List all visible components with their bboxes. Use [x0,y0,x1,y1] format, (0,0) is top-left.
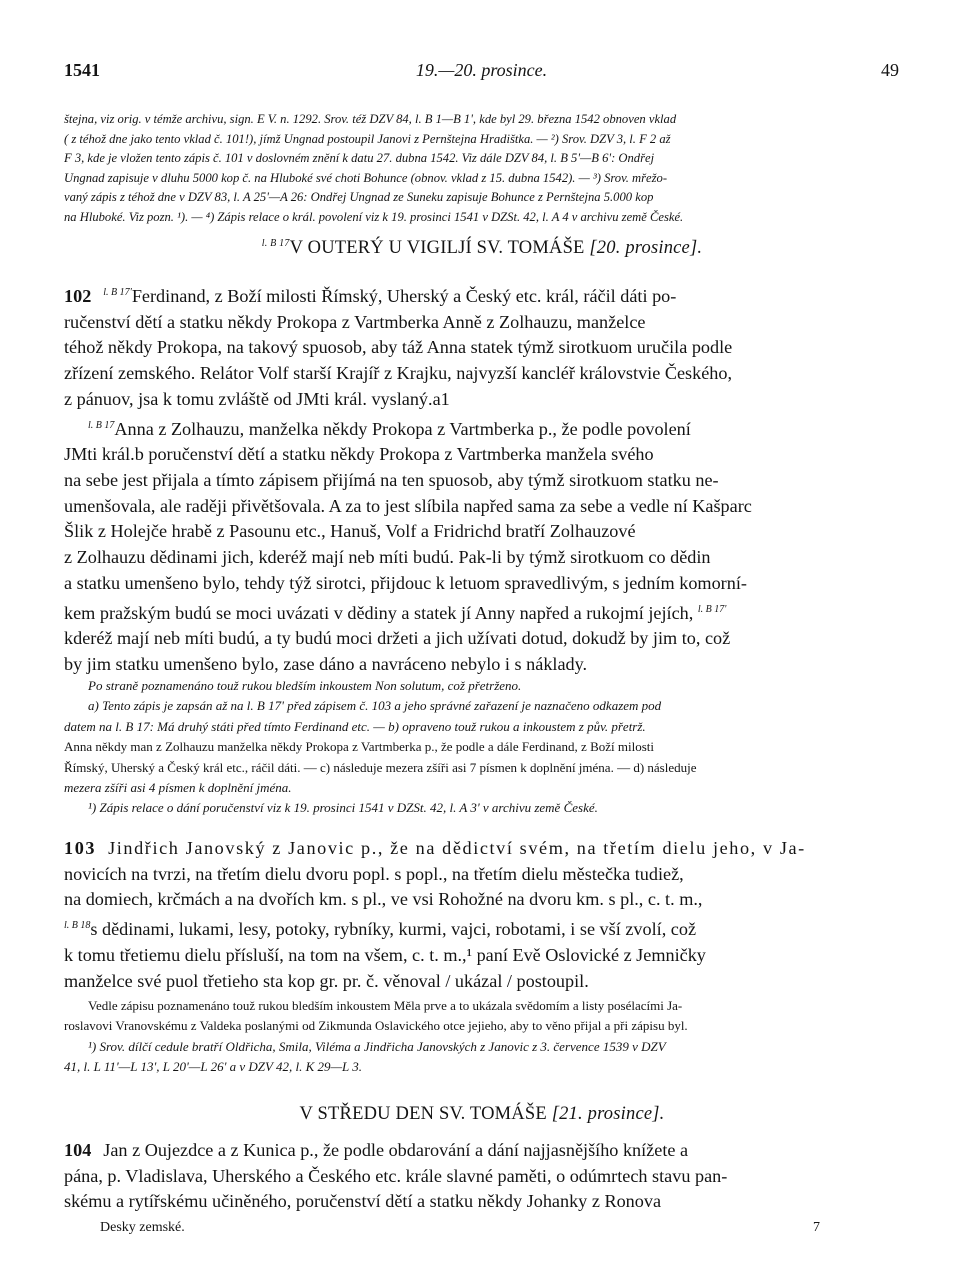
entry-number: 103 [64,838,97,858]
entry-line: kderéž mají neb míti budú, a ty budú moci držeti a jich užívati dotud, dokudž by jim to, což [64,628,731,649]
entry-line: umenšovala, ale raději přivětšovala. A za to jest slíbila napřed sama za sebe a vedle ní Kašparc [64,495,752,516]
page-footer [100,1220,820,1242]
entry-line: JMti král.b poručenství dětí a statku někdy Prokopa z Vartmberka manžela svého [64,444,654,465]
entry-line: Šlik z Holejče hrabě z Pasounu etc., Hanuš, Volf a Fridrichd bratří Zolhauzové [64,521,636,542]
section-heading-21-december [64,1104,900,1125]
folio-reference: l. B 17 [88,419,115,431]
entry-number: 102 [64,286,92,307]
note-line: datem na l. B 17: Má druhý státi před tímto Ferdinand etc. — b) opraveno touž rukou a inkoustem z pův. přetrž. [64,718,646,734]
note-line: Anna někdy man z Zolhauzu manželka někdy Prokopa z Vartmberka p., že podle a dále Ferdinand, z Boží milosti [64,739,654,755]
entry-line: ručenství dětí a statku někdy Prokopa z Vartmberka Anně z Zolhauzu, manželce [64,311,646,332]
entry-text: kem pražským budú se moci uvázati v dědiny a statek jí Anny napřed a rukojmí jejích, [64,602,694,623]
note-line: Po straně poznamenáno touž rukou bledším inkoustem Non solutum, což přetrženo. [88,678,522,693]
note-line: 41, l. L 11'—L 13', L 20'—L 26' a v DZV 42, l. K 29—L 3. [64,1059,363,1075]
folio-reference: l. B 17' [697,603,727,615]
entry-line [64,836,900,862]
folio-reference: l. B 18 [64,920,91,932]
heading-text: V OUTERÝ U VIGILJÍ SV. TOMÁŠE [289,238,590,259]
footnote-line: štejna, viz orig. v témže archivu, sign. E V. n. 1292. Srov. též DZV 84, l. B 1—B 1', kde byl 29. března 1542 obnoven vklad [64,112,677,126]
entry-text: Jan z Oujezdce a z Kunica p., že podle obdarování a dání najjasnějšího knížete a [103,1140,689,1160]
entry-line: a statku umenšeno bylo, tehdy týž sirotci, přijdouc k letuom spravedlivým, s jedním komorní- [64,572,747,593]
entry-text: Jindřich Janovský z Janovic p., že na dědictví svém, na třetím dielu jeho, v Ja- [108,838,806,858]
entry-line: pána, p. Vladislava, Uherského a Českého etc. krále slavné paměti, o odúmrtech stavu pan- [64,1165,728,1186]
footnote-line: F 3, kde je vložen tento zápis č. 101 v doslovném znění k datu 27. dubna 1542. Viz dále DZV 84, l. B 5'—B 6': Ondřej [64,151,655,166]
header-year: 1541 [64,60,100,80]
entry-text: Anna z Zolhauzu, manželka někdy Prokopa z Vartmberka p., že podle povolení [114,418,691,439]
note-line: mezera zšíři asi 4 písmen k doplnění jména. [64,780,292,796]
entry-line: na sebe jest přijala a tímto zápisem přijímá na ten spuosob, aby týmž sirotkuom statku ne- [64,470,719,491]
entry-text: s dědinami, lukami, lesy, potoky, rybníky, kurmi, vajci, robotami, i se vší zvolí, což [90,919,697,940]
heading-date: [21. prosince]. [551,1104,665,1124]
footnote-line: Ungnad zapisuje v dluhu 5000 kop č. na Hluboké své choti Bohunce (obnov. vklad z 15. dubna 1542). — ³) Srov. mřežo- [64,170,668,185]
note-line: a) Tento zápis je zapsán až na l. B 17' před zápisem č. 103 a jeho správné zařazení je naznačeno odkazem pod [88,698,662,714]
entry-text: Ferdinand, z Boží milosti Římský, Uherský a Český etc. král, ráčil dáti po- [131,286,677,307]
entry-line [64,913,900,943]
entry-102 [64,280,900,678]
entry-line: by jim statku umenšeno bylo, zase dáno a navráceno nebylo i s náklady. [64,654,588,675]
note-line: Římský, Uherský a Český král etc., ráčil dáti. — c) následuje mezera zšíři asi 7 písmen k doplnění jména. — d) následuje [64,759,697,775]
footnote-line: na Hluboké. Viz pozn. ¹). — ⁴) Zápis relace o král. povolení viz k 19. prosinci 1541 v DZSt. 42, l. A 4 v archivu země České. [64,209,684,224]
note-line: Vedle zápisu poznamenáno touž rukou bledším inkoustem Měla prve a to ukázala svědomím a listy posélacími Ja- [88,998,683,1013]
note-line: ¹) Zápis relace o dání poručenství viz k 19. prosinci 1541 v DZSt. 42, l. A 3' v archivu země České. [88,800,598,816]
note-line: roslavovi Vranovskému z Valdeka poslanými od Zikmunda Oslavického otce jejieho, aby to věno přijal a při zápisu byl. [64,1018,688,1034]
entry-number: 104 [64,1140,92,1160]
footer-sheet-number: 7 [813,1220,820,1235]
footnote-line: ( z téhož dne jako tento vklad č. 101!), jímž Ungnad postoupil Janovi z Pernštejna Hradištka. — ²) Srov. DZV 3, l. F 2 až [64,131,671,146]
continued-footnotes [64,110,900,228]
header-date: 19.—20. prosince. [415,60,548,80]
section-heading-20-december [64,238,900,259]
entry-line: téhož někdy Prokopa, na takový spuosob, aby táž Anna statek týmž sirotkuom uručila podle [64,337,733,358]
heading-date: [20. prosince]. [589,238,703,259]
entry-line: zřízení zemského. Relátor Volf starší Krajíř z Krajku, najvyzší kancléř královstvie Českého, [64,363,733,384]
entry-line: z pánuov, jsa k tomu zvláště od JMti král. vyslaný.a1 [64,388,450,409]
entry-line [64,597,900,627]
note-line: ¹) Srov. dílčí cedule bratří Oldřicha, Smila, Viléma a Jindřicha Janovských z Janovic z 3. července 1539 v DZV [88,1038,666,1054]
folio-reference: l. B 17 [261,238,290,249]
entry-line [64,280,900,310]
entry-line: skému a rytířskému učiněného, poručenství dětí a statku někdy Johanky z Ronova [64,1191,662,1212]
header-page-number: 49 [881,60,899,80]
footnote-line: vaný zápis z téhož dne v DZV 83, l. A 25'—A 26: Ondřej Ungnad ze Suneku zapisuje Bohunce z Pernštejna 5.000 kop [64,190,654,205]
entry-line [64,1138,900,1164]
notes-entry-102 [64,676,900,819]
notes-entry-103 [64,996,900,1078]
entry-line: manželce své puol třetieho sta kop gr. pr. č. věnoval / ukázal / postoupil. [64,970,589,991]
heading-text: V STŘEDU DEN SV. TOMÁŠE [299,1104,552,1124]
footer-signature: Desky zemské. [100,1220,185,1235]
entry-line: na domiech, krčmách a na dvořích km. s pl., ve vsi Rohožné na dvoru km. s pl., c. t. m., [64,889,703,910]
page-header [64,60,899,88]
entry-104 [64,1138,900,1215]
entry-103 [64,836,900,994]
entry-line: novicích na tvrzi, na třetím dielu dvoru popl. s popl., na třetím dielu městečka tudiež, [64,863,684,884]
entry-line: z Zolhauzu dědinami jich, kderéž mají neb míti budú. Pak-li by týmž sirotkuom co dědin [64,547,711,568]
entry-line [64,413,900,443]
folio-reference: l. B 17' [103,287,132,298]
entry-line: k tomu třetiemu dielu přísluší, na tom na všem, c. t. m.,¹ paní Evě Oslovické z Jemničky [64,944,706,965]
